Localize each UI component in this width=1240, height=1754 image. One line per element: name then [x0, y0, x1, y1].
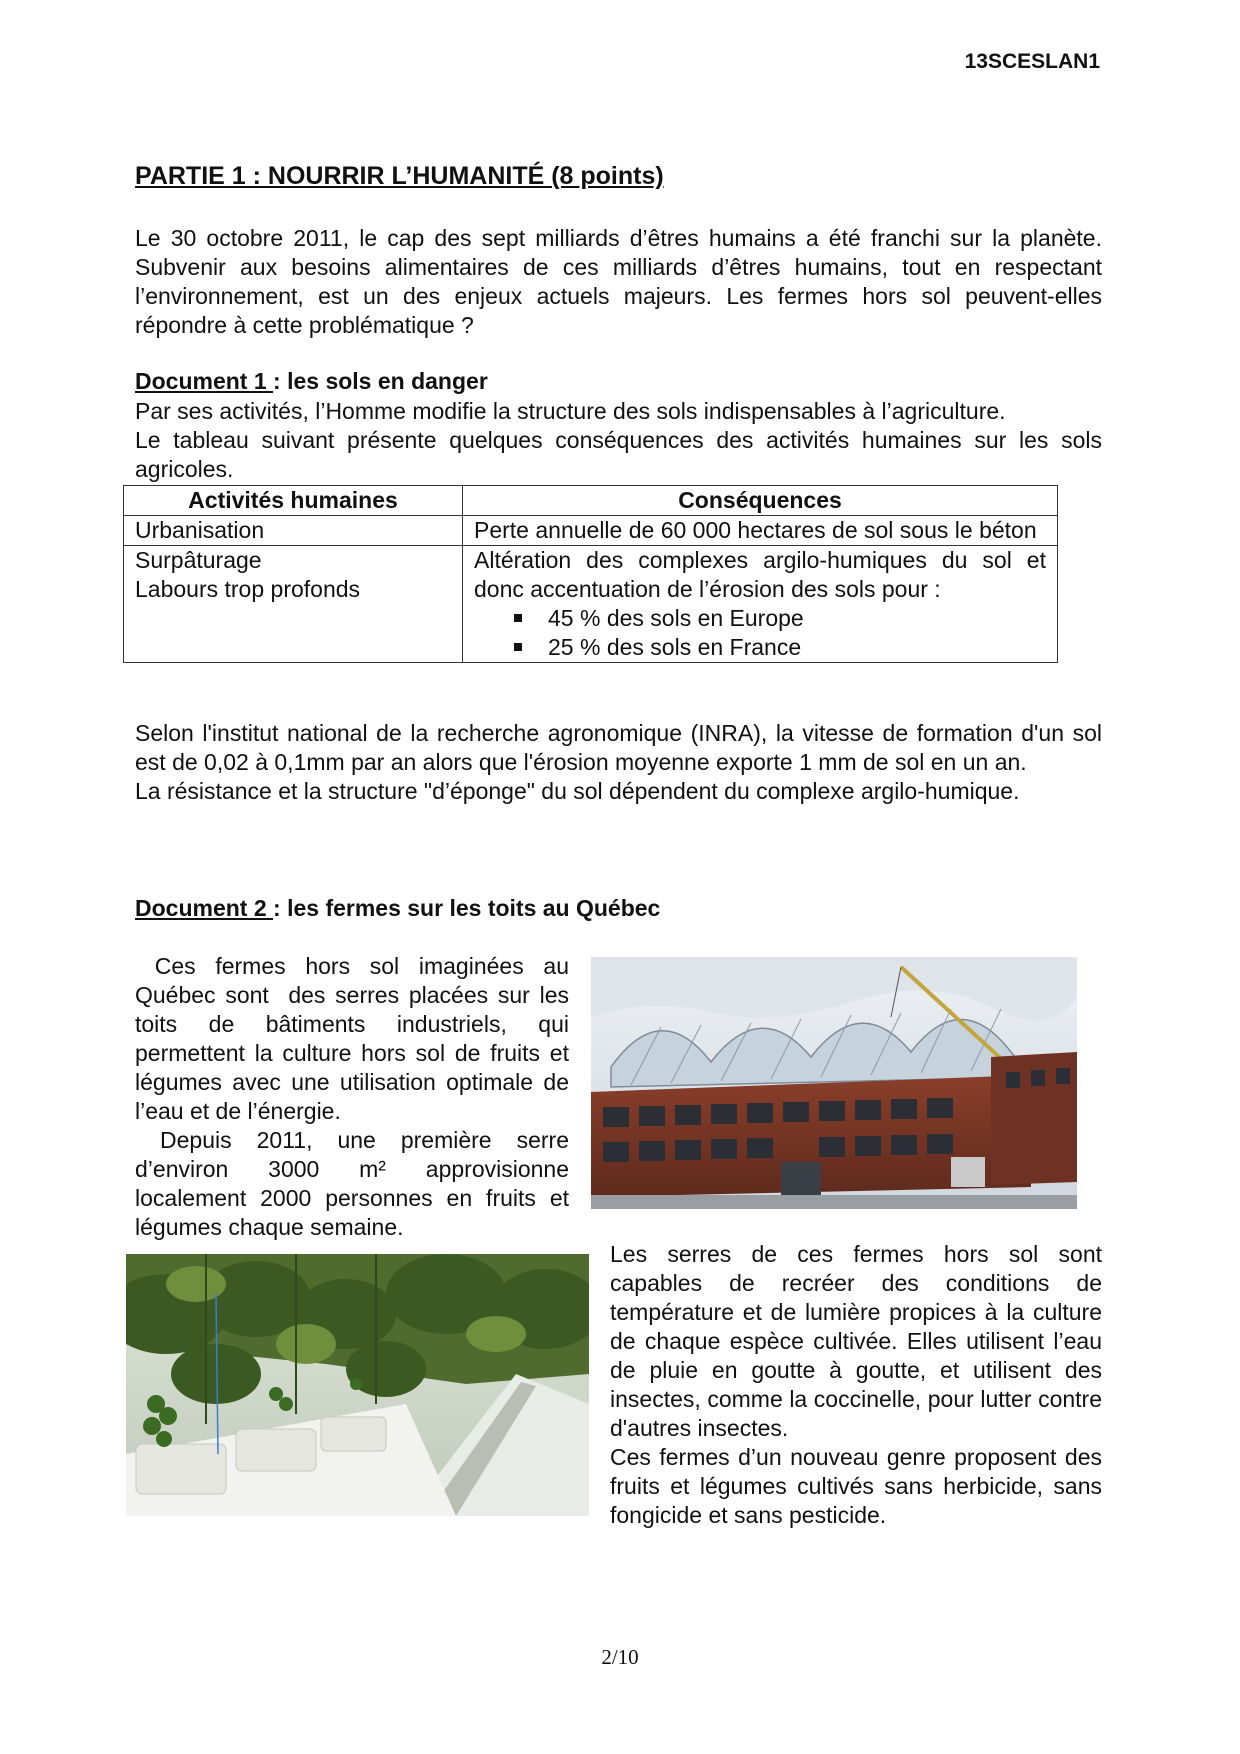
document-2-title: : les fermes sur les toits au Québec [273, 895, 661, 921]
table-cell-activity [124, 546, 463, 663]
table-row [124, 546, 1058, 663]
bullet-text: 25 % des sols en France [548, 634, 802, 660]
rooftop-greenhouse-photo [591, 957, 1077, 1209]
first-greenhouse-description: Depuis 2011, une première serre d’environ 3000 m² approvisionne localement 2000 personnes en fruits et légumes chaque semaine. [135, 1127, 576, 1240]
list-item [512, 604, 1046, 633]
erosion-bullet-list [474, 604, 1046, 662]
square-bullet-icon [514, 614, 522, 622]
inra-text: Selon l'institut national de la recherche agronomique (INRA), la vitesse de formation d'un sol est de 0,02 à 0,1mm par an alors que l'érosion moyenne exporte 1 mm de sol en un an. [135, 720, 1102, 775]
greenhouse-conditions-text: Les serres de ces fermes hors sol sont capables de recréer des conditions de température et de lumière propices à la culture de chaque espèce cultivée. Elles utilisent l’eau de pluie en goutte à goutte, et utilisent des insectes, comme la coccinelle, pour lutter contre d'autres insectes. [610, 1241, 1102, 1441]
document-2-heading [135, 895, 660, 922]
rooftop-farm-description: Ces fermes hors sol imaginées au Québec sont des serres placées sur les toits de bâtiments industriels, qui permettent la culture hors sol de fruits et légumes avec une utilisation optimale de l’eau et de l’énergie. [135, 953, 576, 1124]
table-cell-consequence: Perte annuelle de 60 000 hectares de sol sous le béton [463, 516, 1058, 546]
document-1-label: Document 1 [135, 368, 274, 394]
table-cell-activity: Urbanisation [124, 516, 463, 546]
table-cell-consequence [463, 546, 1058, 663]
square-bullet-icon [514, 643, 522, 651]
document-2-left-text [135, 952, 576, 1242]
section-title: PARTIE 1 : NOURRIR L’HUMANITÉ (8 points) [135, 162, 664, 190]
document-2-label: Document 2 [135, 895, 274, 921]
table-header-activities: Activités humaines [124, 486, 463, 516]
document-1-heading [135, 368, 488, 395]
sponge-text: La résistance et la structure "d’éponge" du sol dépendent du complexe argilo-humique. [135, 778, 1020, 804]
list-item [512, 633, 1046, 662]
rooftop-greenhouse-image [591, 957, 1077, 1209]
inra-paragraph [135, 719, 1102, 806]
soil-consequences-table [123, 485, 1058, 663]
no-pesticide-text: Ces fermes d’un nouveau genre proposent des fruits et légumes cultivés sans herbicide, sans fongicide et sans pesticide. [610, 1444, 1102, 1528]
tomato-greenhouse-photo [126, 1254, 589, 1516]
exam-code: 13SCESLAN1 [964, 50, 1100, 73]
activity-overgrazing: Surpâturage [135, 547, 262, 573]
document-1-text [135, 397, 1102, 484]
table-header-row [124, 486, 1058, 516]
table-header-consequences: Conséquences [463, 486, 1058, 516]
table-row [124, 516, 1058, 546]
page-number: 2/10 [601, 1645, 639, 1669]
bullet-text: 45 % des sols en Europe [548, 605, 804, 631]
activity-deep-ploughing: Labours trop profonds [135, 576, 361, 602]
tomato-greenhouse-image [126, 1254, 589, 1516]
document-1-title: : les sols en danger [273, 368, 488, 394]
document-1-line-2: Le tableau suivant présente quelques conséquences des activités humaines sur les sols agricoles. [135, 427, 1102, 482]
erosion-consequence-text: Altération des complexes argilo-humiques du sol et donc accentuation de l’érosion des sols pour : [474, 547, 1046, 602]
intro-paragraph: Le 30 octobre 2011, le cap des sept milliards d’êtres humains a été franchi sur la planète. Subvenir aux besoins alimentaires de ces milliards d’êtres humains, tout en respectant l’environnement, est un des enjeux actuels majeurs. Les fermes hors sol peuvent-elles répondre à cette problématique ? [135, 225, 1102, 338]
document-2-right-text [610, 1240, 1102, 1530]
document-1-line-1: Par ses activités, l’Homme modifie la structure des sols indispensables à l’agriculture. [135, 398, 1006, 424]
